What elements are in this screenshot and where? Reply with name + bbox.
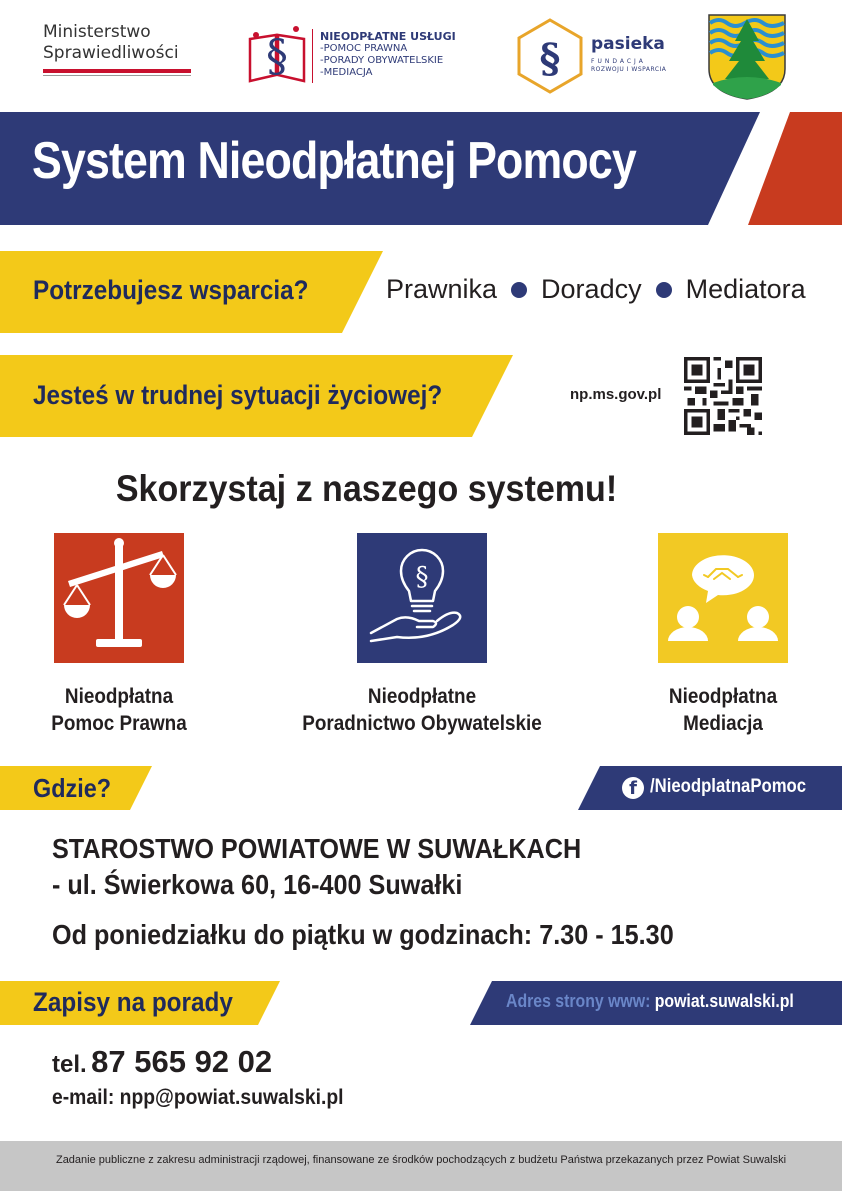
- county-coat-of-arms-icon: [707, 13, 787, 101]
- where-label: Gdzie?: [33, 773, 112, 803]
- ministry-red-bar: [43, 69, 191, 73]
- pasieka-foundation-logo: [515, 16, 665, 96]
- ministry-name-line1: Ministerstwo: [43, 22, 151, 42]
- bullet-dot: [656, 282, 672, 298]
- bullet-dot: [511, 282, 527, 298]
- service-civic-line1: Nieodpłatne: [367, 685, 477, 708]
- option-advisor: Doradcy: [541, 274, 642, 304]
- email-address[interactable]: e-mail: npp@powiat.suwalski.pl: [52, 1086, 344, 1109]
- professional-options: [386, 274, 806, 305]
- footer-text: Zadanie publiczne z zakresu administracji rządowej, finansowane ze środków pochodzących z budżetu Państwa przekazanych przez Powiat Suwalski: [55, 1154, 787, 1166]
- opening-hours: Od poniedziałku do piątku w godzinach: 7.30 - 15.30: [52, 919, 674, 950]
- phone-prefix: tel.: [52, 1051, 87, 1078]
- free-services-logo: [246, 25, 476, 85]
- option-mediator: Mediatora: [685, 274, 806, 304]
- service-label-mediation: [632, 683, 814, 737]
- service-label-civic: [276, 683, 568, 737]
- website-line: [506, 991, 794, 1012]
- question1-text: Potrzebujesz wsparcia?: [33, 275, 309, 305]
- phone[interactable]: [52, 1044, 272, 1080]
- qr-code-icon[interactable]: [684, 357, 762, 435]
- ministry-gray-line: [43, 75, 191, 76]
- footer-band: [0, 1141, 842, 1191]
- ministry-logo: [43, 22, 193, 76]
- lightbulb-hand-icon: [357, 533, 487, 663]
- np-website-link[interactable]: np.ms.gov.pl: [570, 386, 662, 403]
- service-legal-line1: Nieodpłatna: [64, 685, 174, 708]
- section-sign-book-icon: [246, 25, 308, 85]
- facebook-icon[interactable]: f: [622, 777, 644, 799]
- service-legal-line2: Pomoc Prawna: [51, 712, 187, 735]
- foundation-sub2: ROZWOJU I WSPARCIA: [591, 66, 667, 73]
- website-label: Adres strony www:: [506, 991, 651, 1011]
- svg-text:§: §: [415, 562, 429, 592]
- option-lawyer: Prawnika: [386, 274, 498, 304]
- phone-number[interactable]: 87 565 92 02: [91, 1044, 273, 1079]
- question2-text: Jesteś w trudnej sytuacji życiowej?: [33, 380, 443, 410]
- services-item-civic: -PORADY OBYWATELSKIE: [320, 55, 444, 66]
- foundation-sub1: FUNDACJA: [591, 58, 646, 65]
- service-civic-line2: Poradnictwo Obywatelskie: [302, 712, 542, 735]
- services-item-mediation: -MEDIACJA: [320, 67, 373, 78]
- svg-text:§: §: [539, 35, 561, 82]
- service-label-legal: [28, 683, 210, 737]
- mediation-icon: [658, 533, 788, 663]
- logo-divider: [312, 29, 313, 83]
- foundation-name: pasieka: [591, 34, 665, 54]
- signup-label: Zapisy na porady: [33, 987, 233, 1017]
- facebook-link[interactable]: /NieodplatnaPomoc: [650, 776, 807, 797]
- foundation-subtitle: [591, 58, 671, 74]
- service-mediation-line2: Mediacja: [683, 712, 763, 735]
- svg-text:§: §: [266, 31, 288, 82]
- scales-icon: [54, 533, 184, 663]
- address-line2: - ul. Świerkowa 60, 16-400 Suwałki: [52, 869, 463, 900]
- free-services-text: [320, 31, 456, 79]
- page-title: System Nieodpłatnej Pomocy: [32, 132, 636, 190]
- call-to-action-heading: Skorzystaj z naszego systemu!: [115, 468, 618, 509]
- address-line1: STAROSTWO POWIATOWE W SUWAŁKACH: [52, 833, 582, 864]
- services-item-legal: -POMOC PRAWNA: [320, 43, 408, 54]
- service-mediation-line1: Nieodpłatna: [668, 685, 778, 708]
- website-url[interactable]: powiat.suwalski.pl: [654, 991, 794, 1011]
- hexagon-section-icon: [515, 16, 585, 96]
- ministry-name-line2: Sprawiedliwości: [43, 43, 179, 63]
- services-title: NIEODPŁATNE USŁUGI: [320, 30, 456, 43]
